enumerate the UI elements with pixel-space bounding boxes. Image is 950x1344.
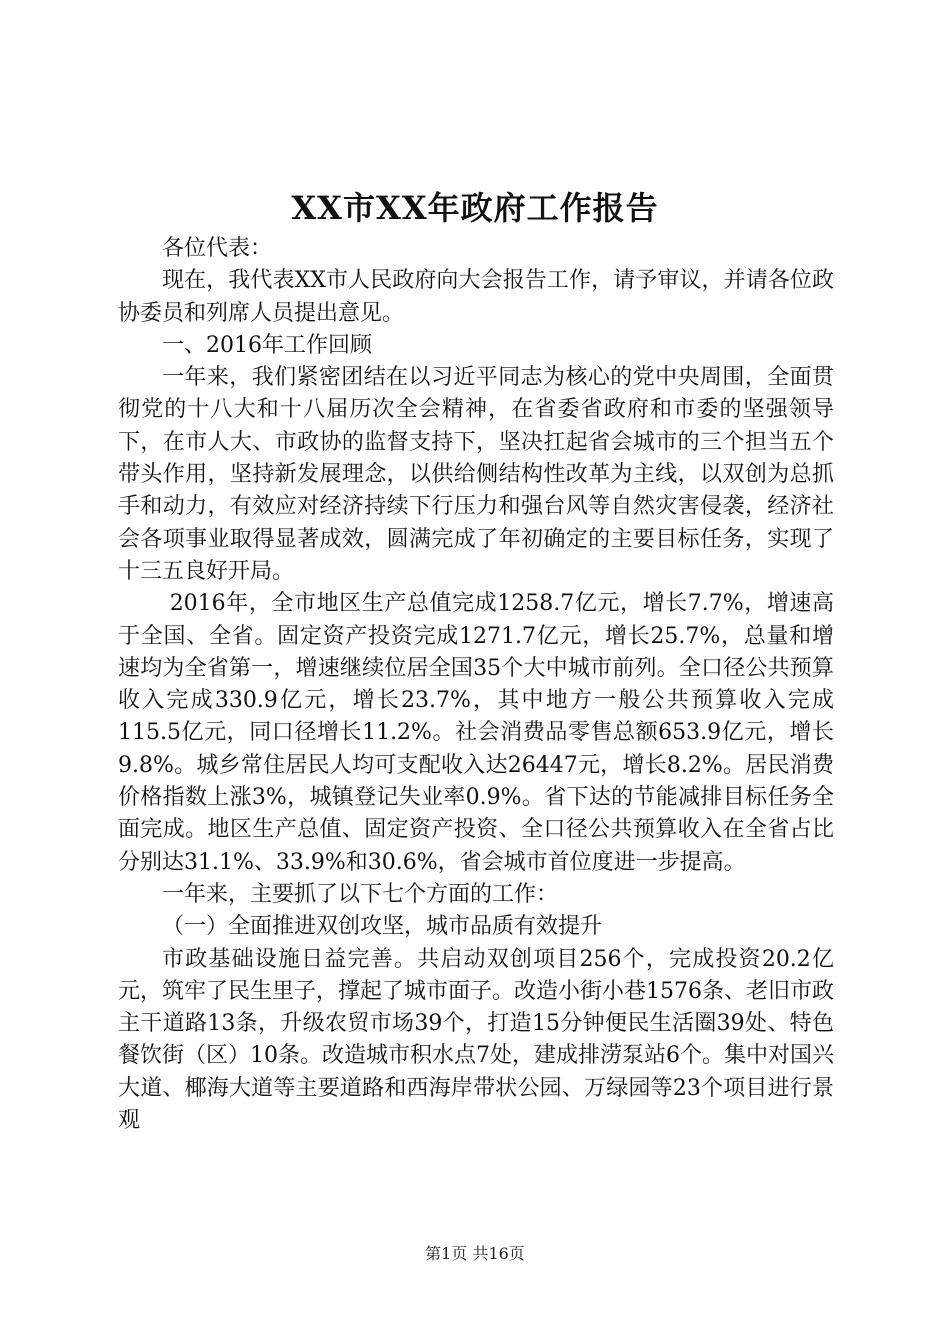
document-title: XX市XX年政府工作报告 xyxy=(291,189,659,227)
intro-paragraph: 现在，我代表XX市人民政府向大会报告工作，请予审议，并请各位政协委员和列席人员提出意见。 xyxy=(118,268,834,326)
salutation-paragraph: 各位代表： xyxy=(162,236,273,261)
page-number-footer: 第1页 共16页 xyxy=(425,1244,525,1263)
work-summary-paragraph: 一年来，主要抓了以下七个方面的工作： xyxy=(162,881,559,907)
document-body xyxy=(118,233,834,1137)
infrastructure-paragraph: 市政基础设施日益完善。共启动双创项目256个，完成投资20.2亿元，筑牢了民生里子，撑起了城市面子。改造小街小巷1576条、老旧市政主干道路13条，升级农贸市场39个，打造15分钟便民生活圈39处、特色餐饮街（区）10条。改造城市积水点7处，建成排涝泵站6个。集中对国兴大道、椰海大道等主要道路和西海岸带状公园、万绿园等23个项目进行景观 xyxy=(118,946,834,1134)
overview-paragraph: 一年来，我们紧密团结在以习近平同志为核心的党中央周围，全面贯彻党的十八大和十八届历次全会精神，在省委省政府和市委的坚强领导下，在市人大、市政协的监督支持下，坚决扛起省会城市的三个担当五个带头作用，坚持新发展理念，以供给侧结构性改革为主线，以双创为总抓手和动力，有效应对经济持续下行压力和强台风等自然灾害侵袭，经济社会各项事业取得显著成效，圆满完成了年初确定的主要目标任务，实现了十三五良好开局。 xyxy=(118,365,834,584)
subsection-heading-1: （一）全面推进双创攻坚，城市品质有效提升 xyxy=(162,914,603,940)
statistics-paragraph: 2016年，全市地区生产总值完成1258.7亿元，增长7.7%，增速高于全国、全省。固定资产投资完成1271.7亿元，增长25.7%，总量和增速均为全省第一，增速继续位居全国35个大中城市前列。全口径公共预算收入完成330.9亿元，增长23.7%，其中地方一般公共预算收入完成115.5亿元，同口径增长11.2%。社会消费品零售总额653.9亿元，增长9.8%。城乡常住居民人均可支配收入达26447元，增长8.2%。居民消费价格指数上涨3%，城镇登记失业率0.9%。省下达的节能减排目标任务全面完成。地区生产总值、固定资产投资、全口径公共预算收入在全省占比分别达31.1%、33.9%和30.6%，省会城市首位度进一步提高。 xyxy=(118,591,834,875)
section-heading-review: 一、2016年工作回顾 xyxy=(162,332,372,358)
